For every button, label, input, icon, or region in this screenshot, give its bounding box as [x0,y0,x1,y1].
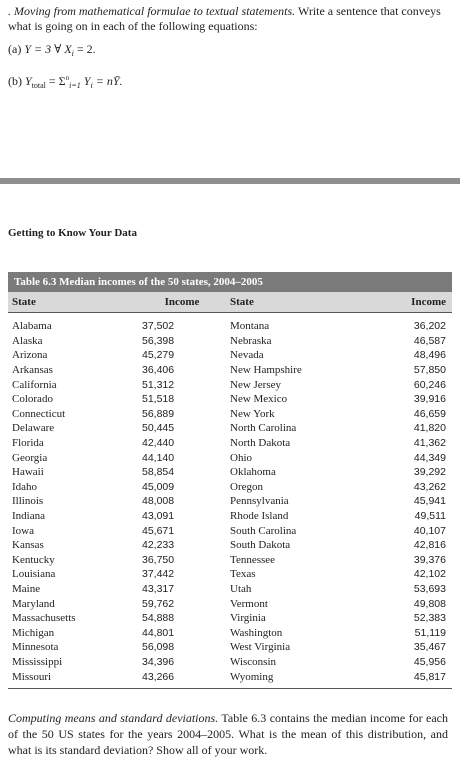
state-name-cell: Louisiana [12,568,56,581]
state-name-cell: Oregon [230,480,263,493]
income-cell: 56,398 [142,334,175,347]
table-row [8,465,452,480]
state-name-cell: Missouri [12,670,52,683]
income-cell: 42,233 [142,539,175,552]
state-name-cell: California [12,378,57,391]
income-cell: 46,659 [413,407,446,420]
income-cell: 46,587 [413,334,446,347]
table-row [8,377,452,392]
exercise-lead: . Moving from mathematical formulae to textual statements. [8,4,296,18]
section-heading: Getting to Know Your Data [8,227,137,239]
state-name-cell: Georgia [12,451,48,464]
table-row [8,596,452,611]
state-name-cell: Connecticut [12,407,66,420]
equation-a-label: (a) [8,42,22,56]
income-cell: 36,750 [142,553,175,566]
table-row [8,313,452,334]
income-cell: 48,008 [142,495,175,508]
income-cell: 43,262 [413,480,446,493]
table-row [8,334,452,349]
income-cell: 49,808 [413,597,446,610]
equation-a [8,42,448,61]
income-cell: 45,671 [142,524,175,537]
exercise-text: Write a sentence that conveys what is going on in each of the following equations: [8,4,441,33]
table-row [8,509,452,524]
state-name-cell: Idaho [12,480,38,493]
state-name-cell: West Virginia [230,641,291,654]
question-lead: Computing means and standard deviations. [8,711,219,725]
state-name-cell: South Dakota [230,539,291,552]
exercise-prompt [8,4,448,34]
income-cell: 50,445 [142,422,175,435]
income-cell: 41,820 [413,422,446,435]
state-name-cell: Maine [12,582,41,595]
state-name-cell: Washington [230,626,283,639]
table-row [8,611,452,626]
state-name-cell: Texas [230,568,256,581]
income-cell: 54,888 [142,612,175,625]
equation-a-end: = 2. [73,42,96,56]
income-cell: 39,376 [413,553,446,566]
state-name-cell: Maryland [12,597,55,610]
column-header-state-2: State [226,292,362,313]
equation-b-y2: Y [80,74,91,88]
state-name-cell: Nevada [230,349,264,362]
income-cell: 45,009 [142,480,175,493]
column-header-state: State [8,292,138,313]
state-name-cell: New York [230,407,275,420]
income-cell: 45,941 [413,495,446,508]
income-cell: 60,246 [413,378,446,391]
income-cell: 36,202 [413,320,446,333]
table-caption: Table 6.3 Median incomes of the 50 states, 2004–2005 [8,272,452,292]
state-name-cell: Arkansas [12,364,53,377]
state-name-cell: North Dakota [230,437,291,450]
state-name-cell: New Jersey [230,378,282,391]
income-cell: 45,279 [142,349,175,362]
state-name-cell: Alabama [12,320,52,333]
table-row [8,450,452,465]
table-row [8,480,452,495]
income-cell: 52,383 [413,612,446,625]
state-name-cell: Wisconsin [230,655,276,668]
state-name-cell: Vermont [230,597,268,610]
state-name-cell: Virginia [230,612,266,625]
state-name-cell: Illinois [12,495,44,508]
table-row [8,640,452,655]
state-name-cell: Delaware [12,422,55,435]
income-cell: 34,396 [142,655,175,668]
equation-b-sum-sup: n [65,74,70,82]
income-cell: 40,107 [413,524,446,537]
income-table [8,272,452,689]
state-name-cell: Michigan [12,626,55,639]
state-name-cell: Utah [230,582,252,595]
equation-a-subscript: i [71,49,74,58]
table-row [8,407,452,422]
income-cell: 43,266 [142,670,175,683]
income-cell: 37,502 [142,320,175,333]
table-row [8,436,452,451]
table-row [8,582,452,597]
income-cell: 51,119 [414,626,446,639]
equation-b-subscript-2: i [90,81,93,90]
column-header-income-2: Income [362,292,452,313]
equation-b-y: Y [25,74,32,88]
income-cell: 58,854 [142,466,175,479]
question-text [8,710,448,758]
income-cell: 57,850 [413,364,446,377]
state-name-cell: Arizona [12,349,48,362]
table-row [8,392,452,407]
column-header-income: Income [138,292,226,313]
equation-b [8,71,448,93]
income-cell: 51,518 [142,393,175,406]
income-cell: 45,817 [413,670,446,683]
table-row [8,553,452,568]
state-name-cell: New Mexico [230,393,288,406]
income-cell: 44,349 [413,451,446,464]
section-divider [0,178,460,184]
question-body: Table 6.3 contains the median income for each of the 50 US states for the years 2004–2005. What is the mean of this distribution, and what is its standard deviation? Show all of your work. [8,711,448,757]
table-row [8,494,452,509]
income-cell: 36,406 [142,364,175,377]
state-name-cell: Montana [230,320,270,333]
state-name-cell: Wyoming [230,670,274,683]
state-name-cell: New Hampshire [230,364,302,377]
state-name-cell: Oklahoma [230,466,276,479]
state-name-cell: Rhode Island [230,510,289,523]
state-name-cell: Florida [12,437,44,450]
table-row [8,669,452,688]
table-row [8,538,452,553]
income-cell: 35,467 [413,641,446,654]
table-body [8,313,452,689]
state-name-cell: Mississippi [12,655,63,668]
state-name-cell: Minnesota [12,641,59,654]
income-cell: 44,140 [142,451,175,464]
income-cell: 43,091 [142,510,175,523]
income-cell: 37,442 [142,568,175,581]
income-cell: 56,098 [142,641,175,654]
table-row [8,567,452,582]
income-cell: 41,362 [413,437,446,450]
exercise-top [8,4,448,93]
equation-b-end: = nȲ. [92,74,123,88]
state-name-cell: Pennsylvania [230,495,289,508]
income-cell: 39,292 [413,466,446,479]
table-row [8,421,452,436]
equation-b-sum: = Σ [45,74,66,88]
income-cell: 51,312 [142,378,175,391]
state-name-cell: Colorado [12,393,53,406]
income-cell: 56,889 [142,407,175,420]
table-row [8,655,452,670]
income-table-grid [8,292,452,689]
state-name-cell: Kansas [12,539,44,552]
income-cell: 42,440 [142,437,175,450]
income-cell: 53,693 [413,582,446,595]
equation-b-sum-sub: i=1 [69,81,81,90]
income-cell: 45,956 [413,655,446,668]
income-cell: 48,496 [413,349,446,362]
state-name-cell: Massachusetts [12,612,76,625]
income-cell: 43,317 [142,582,175,595]
state-name-cell: Indiana [12,510,45,523]
table-row [8,363,452,378]
equation-b-subscript: total [31,81,46,90]
state-name-cell: Nebraska [230,334,272,347]
table-header-row [8,292,452,313]
state-name-cell: Tennessee [230,553,276,566]
income-cell: 39,916 [413,393,446,406]
income-cell: 59,762 [142,597,175,610]
equation-b-label: (b) [8,74,22,88]
state-name-cell: South Carolina [230,524,297,537]
table-row [8,625,452,640]
state-name-cell: Ohio [230,451,252,464]
table-row [8,523,452,538]
income-cell: 49,511 [414,510,446,523]
income-cell: 42,102 [413,568,446,581]
state-name-cell: North Carolina [230,422,297,435]
table-row [8,348,452,363]
state-name-cell: Hawaii [12,466,44,479]
state-name-cell: Iowa [12,524,34,537]
income-cell: 44,801 [142,626,175,639]
income-cell: 42,816 [413,539,446,552]
equation-a-math: Y = 3 ∀ X [24,42,72,56]
state-name-cell: Alaska [12,334,43,347]
state-name-cell: Kentucky [12,553,55,566]
